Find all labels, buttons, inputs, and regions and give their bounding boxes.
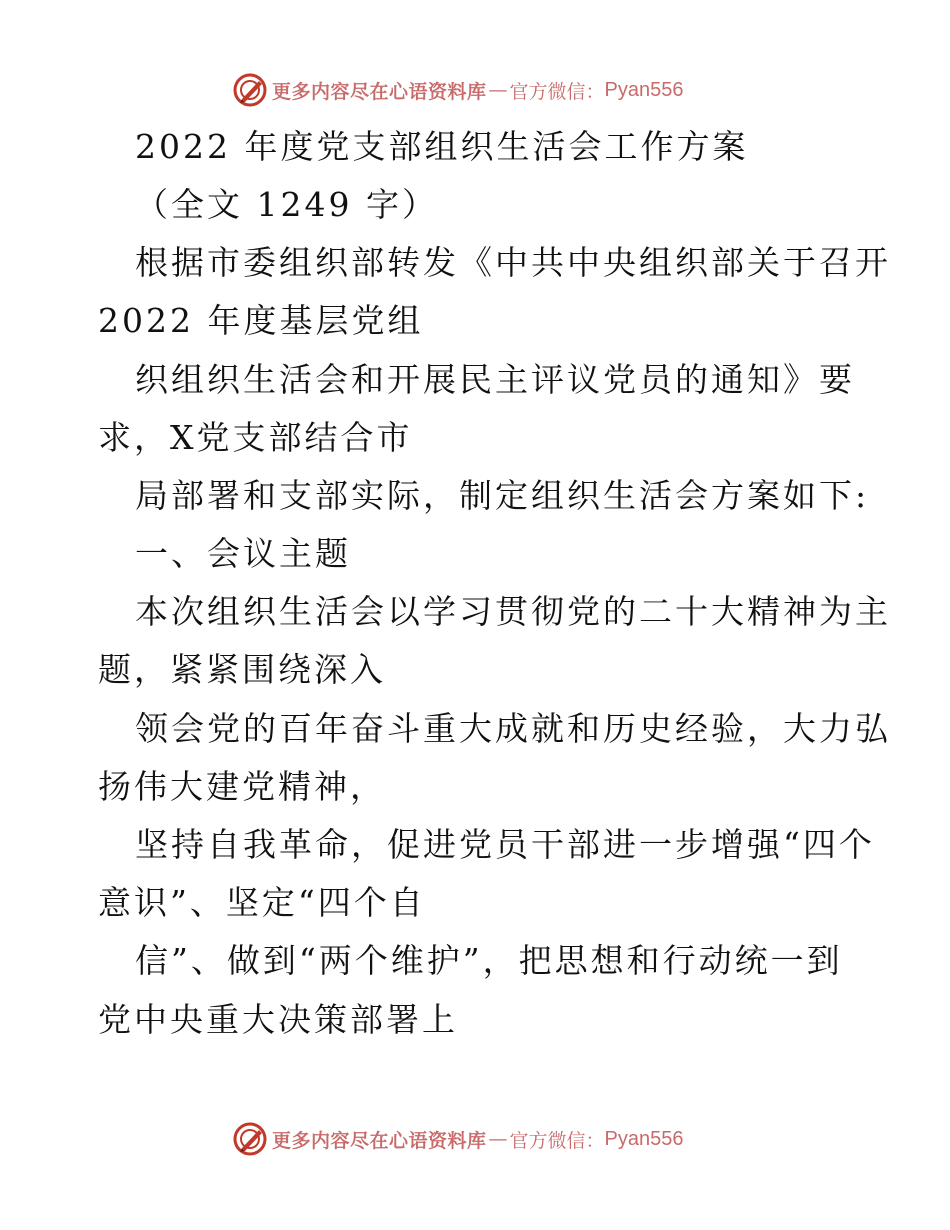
- paragraph-line: 坚持自我革命，促进党员干部进一步增强“四个: [135, 825, 875, 864]
- paragraph-line: 根据市委组织部转发《中共中央组织部关于召开: [135, 243, 891, 282]
- pen-logo-icon: [232, 72, 268, 108]
- watermark-dash: —: [488, 79, 508, 101]
- watermark-wechat-id: Pyan556: [604, 1127, 684, 1150]
- paragraph-line: 织组织生活会和开展民主评议党员的通知》要: [135, 360, 855, 399]
- paragraph-line: 扬伟大建党精神，: [98, 767, 386, 806]
- word-count: （全文 1249 字）: [135, 185, 438, 224]
- watermark-brand: 更多内容尽在心语资料库: [272, 1129, 487, 1152]
- watermark-wechat-label: 官方微信：: [509, 80, 605, 103]
- document-title: 2022 年度党支部组织生活会工作方案: [135, 127, 749, 166]
- watermark-wechat-label: 官方微信：: [509, 1129, 605, 1152]
- watermark-dash: —: [488, 1128, 508, 1150]
- watermark-brand: 更多内容尽在心语资料库: [272, 80, 487, 103]
- paragraph-line: 信”、做到“两个维护”，把思想和行动统一到: [135, 941, 843, 980]
- section-heading: 一、会议主题: [135, 534, 351, 573]
- paragraph-line: 局部署和支部实际，制定组织生活会方案如下:: [135, 476, 870, 515]
- header-watermark: [232, 70, 684, 110]
- footer-watermark: [232, 1119, 684, 1159]
- paragraph-line: 求，X党支部结合市: [98, 418, 413, 457]
- paragraph-line: 领会党的百年奋斗重大成就和历史经验，大力弘: [135, 709, 891, 748]
- paragraph-line: 意识”、坚定“四个自: [98, 883, 426, 922]
- paragraph-line: 党中央重大决策部署上: [98, 1000, 458, 1039]
- watermark-wechat-id: Pyan556: [604, 78, 684, 101]
- paragraph-line: 2022 年度基层党组: [98, 301, 424, 340]
- paragraph-line: 题，紧紧围绕深入: [98, 650, 386, 689]
- pen-logo-icon: [232, 1121, 268, 1157]
- paragraph-line: 本次组织生活会以学习贯彻党的二十大精神为主: [135, 592, 891, 631]
